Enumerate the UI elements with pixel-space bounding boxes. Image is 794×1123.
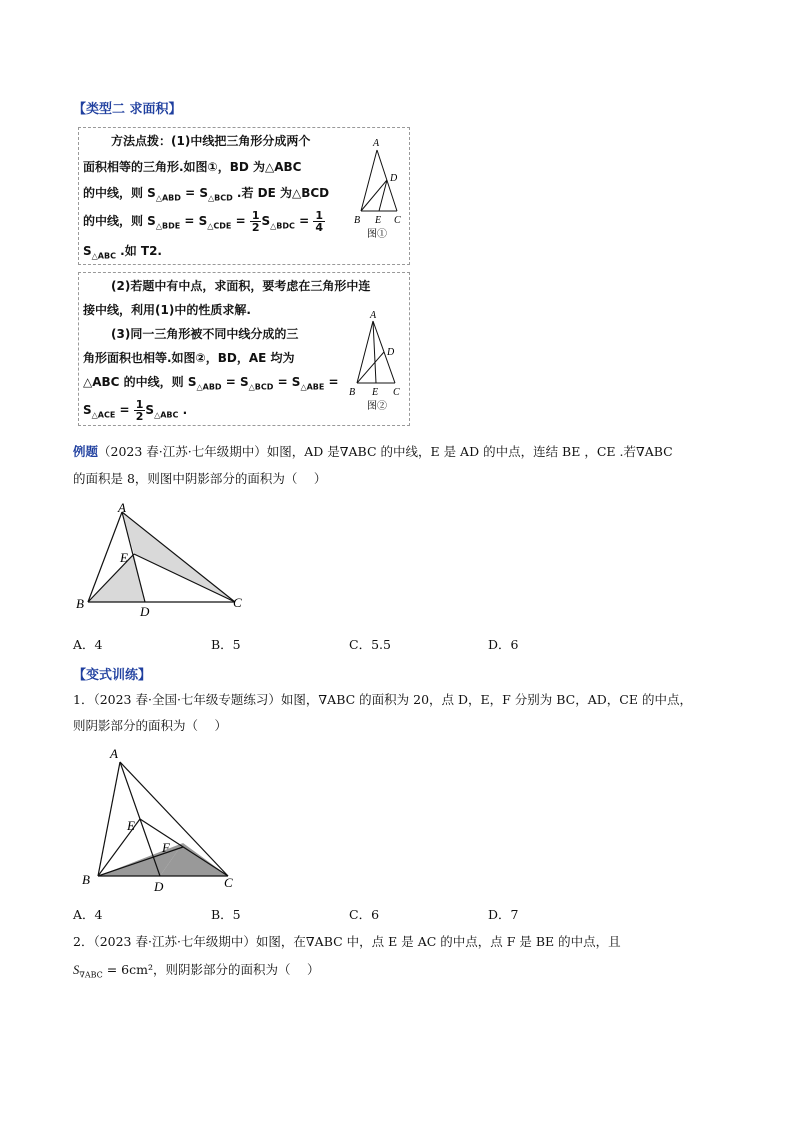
- label-d: D: [390, 173, 398, 184]
- label-b: B: [349, 387, 356, 398]
- q1-line-2: 则阴影部分的面积为（ ）: [73, 718, 227, 733]
- tip-line: (3)同一三角形被不同中线分成的三: [111, 327, 299, 341]
- section-title-practice: 【变式训练】: [73, 668, 152, 683]
- example-option-a[interactable]: A．4: [73, 637, 103, 652]
- label-e: E: [127, 818, 135, 833]
- label-b: B: [76, 596, 84, 611]
- tip-line: 面积相等的三角形.如图①，BD 为△ABC: [83, 160, 302, 174]
- example-option-b[interactable]: B．5: [211, 637, 241, 652]
- example-figure: [70, 500, 270, 620]
- q1-option-b[interactable]: B．5: [211, 907, 241, 922]
- q1-option-d[interactable]: D．7: [488, 907, 519, 922]
- tip-line: $S_{\triangle ABC}$ .如 T2.: [83, 244, 162, 261]
- example-option-c[interactable]: C．5.5: [349, 637, 391, 652]
- example-line-2: 的面积是 8，则图中阴影部分的面积为（ ）: [73, 471, 327, 486]
- tip-box-2: [78, 272, 410, 426]
- label-a: A: [373, 138, 380, 149]
- label-e: E: [372, 387, 379, 398]
- example-label: 例题: [73, 444, 99, 459]
- label-a: A: [370, 310, 377, 321]
- tip-line: $S_{\triangle ACE}$ = $\frac{1}{2}$ $S_{\triangle ABC}$ .: [83, 398, 188, 423]
- label-c: C: [394, 215, 401, 226]
- label-b: B: [354, 215, 361, 226]
- label-d: D: [387, 347, 395, 358]
- fig1-caption: 图①: [367, 229, 387, 240]
- example-line-1: 例题（2023 春·江苏·七年级期中）如图，AD 是∇ABC 的中线，E 是 AD 的中点，连结 BE ，CE .若∇ABC: [73, 444, 673, 459]
- tip-line: (2)若题中有中点，求面积，要考虑在三角形中连: [111, 279, 371, 293]
- fig2-caption: 图②: [367, 401, 387, 412]
- figure-1: [349, 134, 407, 244]
- label-a: A: [110, 746, 118, 761]
- label-d: D: [140, 604, 150, 619]
- tip-line: 的中线，则 $S_{\triangle BDE} = S_{\triangle CDE}$ = $\frac{1}{2}$ $S_{\triangle BDC}$ = $\frac{1}{4}$: [83, 209, 323, 234]
- fraction: $\frac{1}{2}$: [135, 398, 144, 423]
- tip-box-1: [78, 127, 410, 265]
- tip-line: 接中线，利用(1)中的性质求解.: [83, 303, 251, 317]
- tip-line: 角形面积也相等.如图②，BD，AE 均为: [83, 351, 295, 365]
- label-e: E: [120, 550, 128, 565]
- tip-line: △ABC 的中线，则 $S_{\triangle ABD} = S_{\triangle BCD} = S_{\triangle ABE}$ =: [83, 375, 339, 392]
- q1-figure: [72, 742, 252, 892]
- fraction: $\frac{1}{2}$: [251, 209, 260, 234]
- fraction: $\frac{1}{4}$: [315, 209, 323, 234]
- label-f: F: [162, 840, 170, 855]
- label-c: C: [233, 595, 242, 610]
- q1-option-a[interactable]: A．4: [73, 907, 103, 922]
- label-b: B: [82, 872, 90, 887]
- label-a: A: [118, 500, 126, 515]
- q1-option-c[interactable]: C．6: [349, 907, 380, 922]
- section-title-type2: 【类型二 求面积】: [73, 102, 182, 117]
- label-e: E: [375, 215, 382, 226]
- figure-2: [343, 309, 407, 417]
- example-option-d[interactable]: D．6: [488, 637, 519, 652]
- label-c: C: [224, 875, 233, 890]
- q1-line-1: 1．（2023 春·全国·七年级专题练习）如图，∇ABC 的面积为 20，点 D，E，F 分别为 BC，AD，CE 的中点，: [73, 692, 692, 707]
- tip-line: 方法点拨：(1)中线把三角形分成两个: [111, 134, 311, 148]
- q2-line-2: $S_{\nabla ABC} = 6cm^2$，则阴影部分的面积为（ ）: [73, 962, 320, 980]
- label-d: D: [154, 879, 164, 892]
- tip-line: 的中线，则 $S_{\triangle ABD} = S_{\triangle BCD}$ .若 DE 为△BCD: [83, 186, 330, 203]
- q2-line-1: 2．（2023 春·江苏·七年级期中）如图，在∇ABC 中，点 E 是 AC 的中点，点 F 是 BE 的中点，且: [73, 934, 621, 949]
- label-c: C: [393, 387, 400, 398]
